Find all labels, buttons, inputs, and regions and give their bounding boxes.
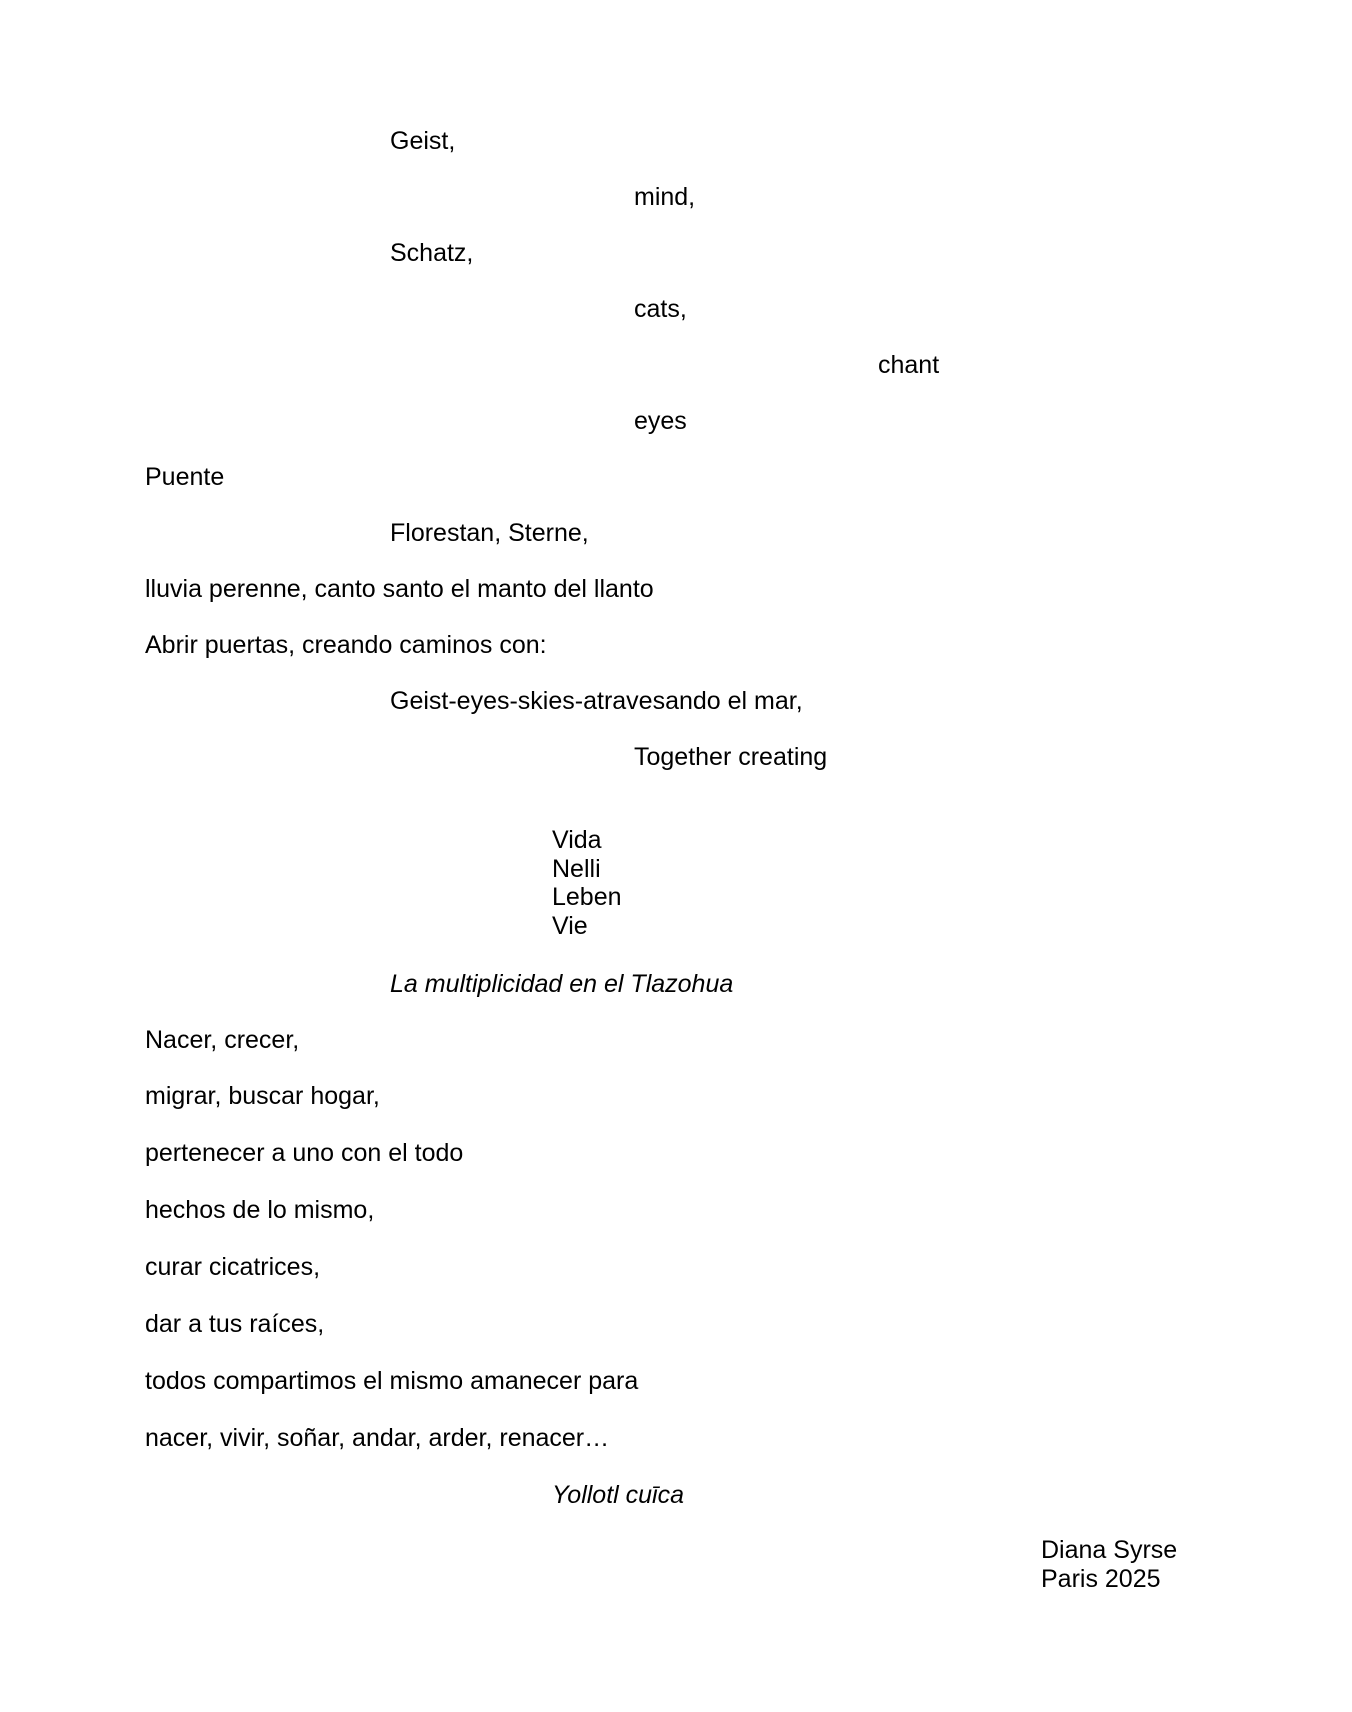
poem-line: Geist, [390,127,456,155]
signature [1041,1536,1177,1593]
poem-line: Abrir puertas, creando caminos con: [145,631,547,659]
stack-word: Vie [552,911,588,940]
poem-line: lluvia perenne, canto santo el manto del llanto [145,575,654,603]
poem-line: chant [878,351,940,379]
poem-closing: Yollotl cuīca [552,1481,685,1509]
stanza-line: todos compartimos el mismo amanecer para [145,1367,639,1395]
stack-word: Nelli [552,854,601,883]
poem-subtitle: La multiplicidad en el Tlazohua [390,970,734,998]
poem-line: Geist-eyes-skies-atravesando el mar, [390,687,803,715]
stanza-line: nacer, vivir, soñar, andar, arder, renacer… [145,1424,610,1452]
stack-word: Vida [552,826,602,854]
poem-line: Puente [145,463,225,491]
word-stack [552,826,622,940]
stack-word: Leben [552,883,622,911]
stanza-line: dar a tus raíces, [145,1310,325,1338]
poem-line: Florestan, Sterne, [390,519,589,547]
poem-line: mind, [634,183,696,211]
poem-line: eyes [634,407,687,435]
poem-line: cats, [634,295,687,323]
poem-line: Schatz, [390,239,474,267]
stanza-line: hechos de lo mismo, [145,1196,375,1224]
stanza-line: curar cicatrices, [145,1253,321,1281]
stanza-line: pertenecer a uno con el todo [145,1139,464,1167]
poem-line: Together creating [634,743,828,771]
stanza-line: Nacer, crecer, [145,1026,300,1054]
stanza-line: migrar, buscar hogar, [145,1082,380,1110]
author-name: Diana Syrse [1041,1536,1178,1564]
place-year: Paris 2025 [1041,1564,1161,1593]
